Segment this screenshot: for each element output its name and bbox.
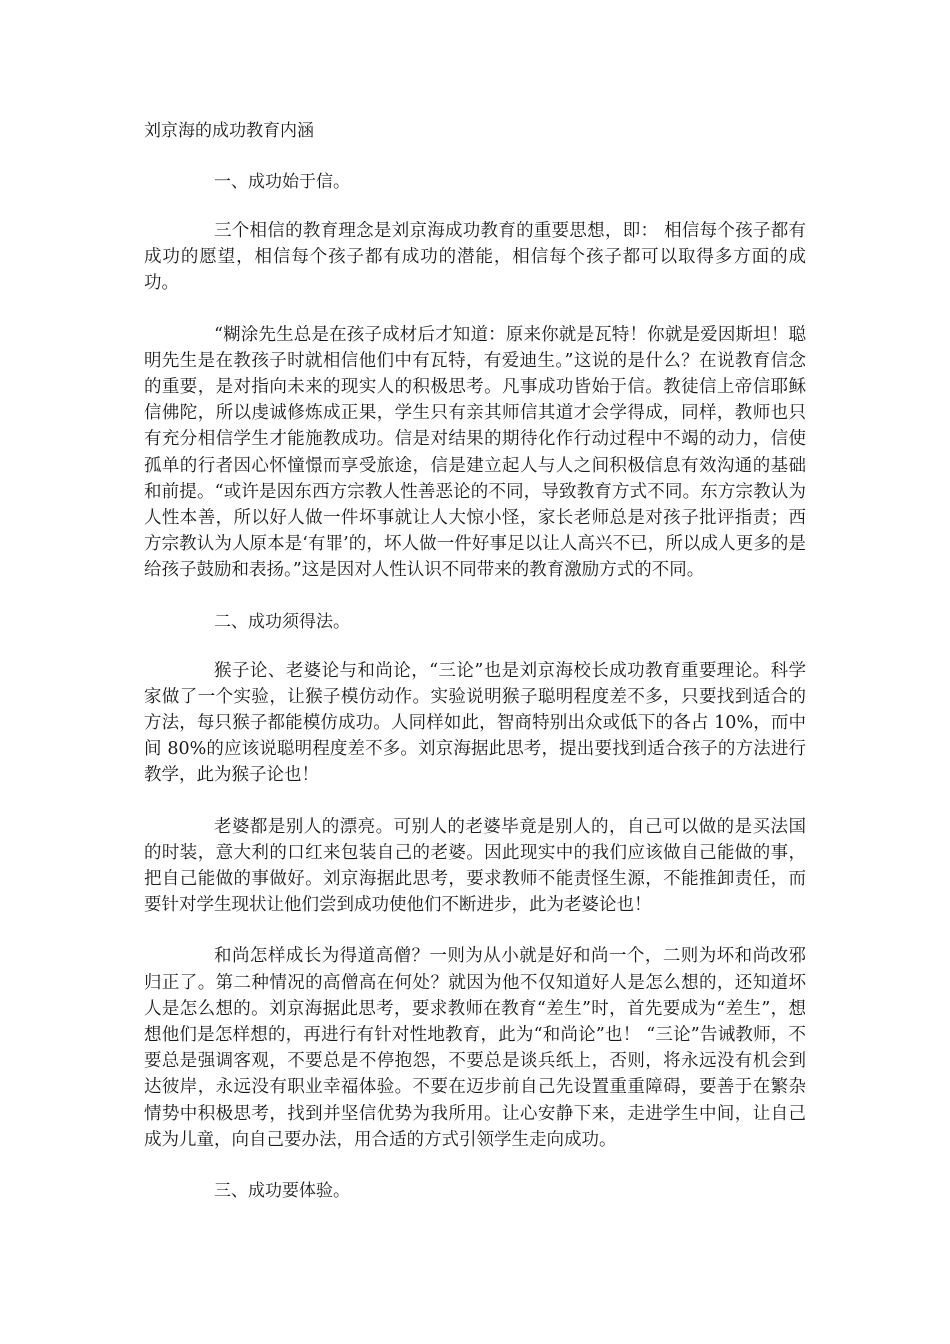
spacer bbox=[144, 1153, 806, 1178]
spacer bbox=[144, 635, 806, 658]
section-heading-1: 一、成功始于信。 bbox=[214, 172, 350, 192]
spacer bbox=[144, 195, 806, 218]
document-title: 刘京海的成功教育内涵 bbox=[144, 121, 314, 141]
spacer bbox=[144, 918, 806, 943]
section-heading-3: 三、成功要体验。 bbox=[214, 1181, 350, 1202]
paragraph: “糊涂先生总是在孩子成材后才知道：原来你就是瓦特！你就是爱因斯坦！聪明先生是在教孩子时就相信他们中有瓦特，有爱迪生。”这说的是什么？在说教育信念的重要，是对指向未来的现实人的积极思考。凡事成功皆始于信。教徒信上帝信耶稣信佛陀，所以虔诚修炼成正果，学生只有亲其师信其道才会学得成，同样，教师也只有充分相信学生才能施教成功。信是对结果的期待化作行动过程中不竭的动力，信使孤单的行者因心怀憧憬而享受旅途，信是建立起人与人之间积极信息有效沟通的基础和前提。“或许是因东西方宗教人性善恶论的不同，导致教育方式不同。东方宗教认为人性本善，所以好人做一件坏事就让人大惊小怪，家长老师总是对孩子批评指责；西方宗教认为人原本是‘有罪’的，坏人做一件好事足以让人高兴不已，所以成人更多的是给孩子鼓励和表扬。”这是因对人性认识不同带来的教育激励方式的不同。 bbox=[144, 324, 806, 581]
paragraph: 猴子论、老婆论与和尚论，“三论”也是刘京海校长成功教育重要理论。科学家做了一个实验，让猴子模仿动作。实验说明猴子聪明程度差不多，只要找到适合的方法，每只猴子都能模仿成功。人同样如此，智商特别出众或低下的各占 10%，而中间 80%的应该说聪明程度差不多。刘京海据此思考，提出要找到适合孩子的方法进行教学，此为猴子论也！ bbox=[144, 660, 806, 786]
paragraph: 三个相信的教育理念是刘京海成功教育的重要思想，即： 相信每个孩子都有成功的愿望，相信每个孩子都有成功的潜能，相信每个孩子都可以取得多方面的成功。 bbox=[144, 221, 806, 294]
spacer bbox=[144, 297, 806, 322]
section-heading-2: 二、成功须得法。 bbox=[214, 611, 350, 632]
document-page bbox=[144, 118, 806, 1204]
paragraph: 老婆都是别人的漂亮。可别人的老婆毕竟是别人的，自己可以做的是买法国的时装，意大利的口红来包装自己的老婆。因此现实中的我们应该做自己能做的事，把自己能做的事做好。刘京海据此思考，要求教师不能责怪生源，不能推卸责任，而要针对学生现状让他们尝到成功使他们不断进步，此为老婆论也！ bbox=[144, 816, 806, 916]
spacer bbox=[144, 144, 806, 169]
spacer bbox=[144, 584, 806, 609]
paragraph: 和尚怎样成长为得道高僧？一则为从小就是好和尚一个，二则为坏和尚改邪归正了。第二种情况的高僧高在何处？就因为他不仅知道好人是怎么想的，还知道坏人是怎么想的。刘京海据此思考，要求教师在教育“差生”时，首先要成为“差生”，想想他们是怎样想的，再进行有针对性地教育，此为“和尚论”也！ “三论”告诫教师，不要总是强调客观，不要总是不停抱怨，不要总是谈兵纸上，否则，将永远没有机会到达彼岸，永远没有职业幸福体验。不要在迈步前自己先设置重重障碍，要善于在繁杂情势中积极思考，找到并坚信优势为我所用。让心安静下来，走进学生中间，让自己成为儿童，向自己要办法，用合适的方式引领学生走向成功。 bbox=[144, 946, 806, 1150]
spacer bbox=[144, 789, 806, 814]
